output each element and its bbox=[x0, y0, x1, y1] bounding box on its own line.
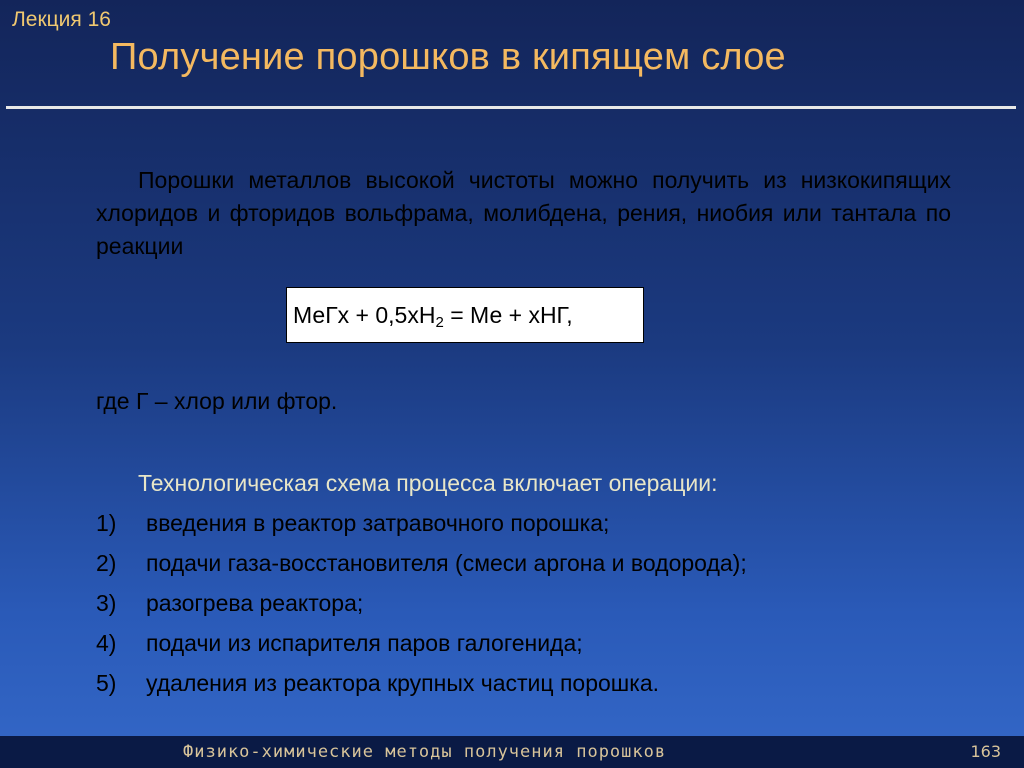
formula-left: МеГх + 0,5хН bbox=[293, 302, 436, 328]
scheme-intro: Технологическая схема процесса включает операции: bbox=[138, 470, 718, 496]
intro-paragraph: Порошки металлов высокой чистоты можно получить из низкокипящих хлоридов и фторидов вольфрама, молибдена, рения, ниобия или тантала по реакции bbox=[96, 167, 951, 259]
title-divider bbox=[6, 106, 1016, 109]
where-note: где Г – хлор или фтор. bbox=[96, 388, 338, 414]
footer-bar bbox=[0, 736, 1024, 768]
list-item-number: 5) bbox=[96, 670, 117, 696]
reaction-formula bbox=[286, 287, 644, 343]
course-title: Физико-химические методы получения порошков bbox=[183, 742, 667, 762]
formula-subscript: 2 bbox=[435, 314, 444, 331]
list-item-text: разогрева реактора; bbox=[146, 590, 364, 616]
list-item-text: подачи газа-восстановителя (смеси аргона и водорода); bbox=[146, 550, 747, 576]
list-item-text: удаления из реактора крупных частиц порошка. bbox=[146, 670, 659, 696]
page-number: 163 bbox=[970, 742, 1001, 761]
lecture-label: Лекция 16 bbox=[12, 8, 111, 31]
list-item-number: 4) bbox=[96, 630, 117, 656]
slide-title: Получение порошков в кипящем слое bbox=[110, 36, 786, 78]
list-item-text: подачи из испарителя паров галогенида; bbox=[146, 630, 583, 656]
list-item-number: 1) bbox=[96, 510, 117, 536]
formula-right: = Ме + хНГ, bbox=[443, 302, 573, 328]
list-item-text: введения в реактор затравочного порошка; bbox=[146, 510, 610, 536]
list-item-number: 3) bbox=[96, 590, 117, 616]
list-item-number: 2) bbox=[96, 550, 117, 576]
